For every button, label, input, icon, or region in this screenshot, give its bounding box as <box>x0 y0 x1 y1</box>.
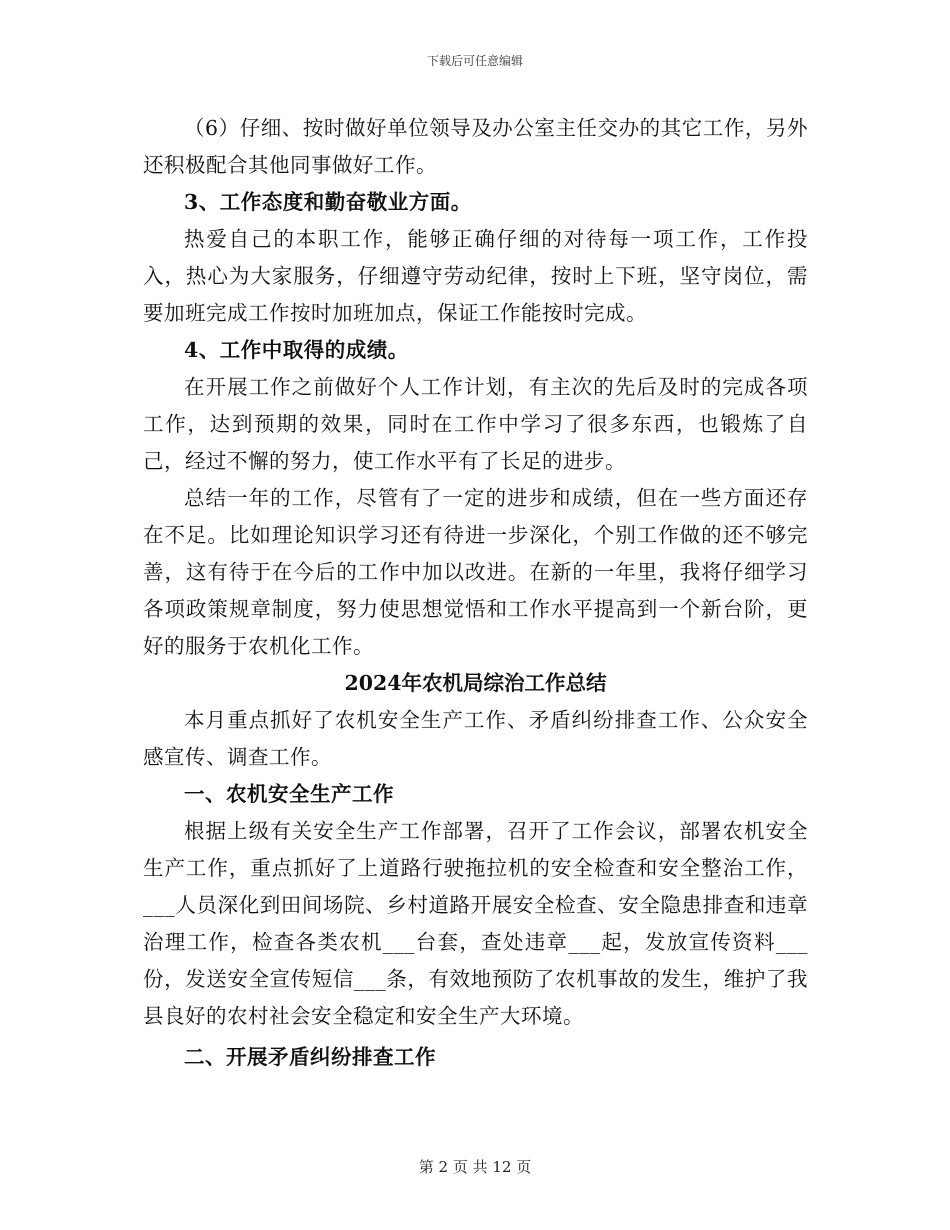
paragraph-year-summary: 总结一年的工作，尽管有了一定的进步和成绩，但在一些方面还存在不足。比如理论知识学习还有待进一步深化，个别工作做的还不够完善，这有待于在今后的工作中加以改进。在新的一年里，我将仔细学习各项政策规章制度，努力使思想觉悟和工作水平提高到一个新台阶，更好的服务于农机化工作。 <box>143 486 808 658</box>
document-body <box>143 110 808 1076</box>
paragraph-safety: 根据上级有关安全生产工作部署，召开了工作会议，部署农机安全生产工作，重点抓好了上道路行驶拖拉机的安全检查和安全整治工作，___人员深化到田间场院、乡村道路开展安全检查、安全隐患排查和违章治理工作，检查各类农机___台套，查处违章___起，发放宣传资料___份，发送安全宣传短信___条，有效地预防了农机事故的发生，维护了我县良好的农村社会安全稳定和安全生产大环境。 <box>143 819 808 1028</box>
paragraph-work-attitude: 热爱自己的本职工作，能够正确仔细的对待每一项工作，工作投入，热心为大家服务，仔细遵守劳动纪律，按时上下班，坚守岗位，需要加班完成工作按时加班加点，保证工作能按时完成。 <box>143 227 808 325</box>
section-heading-disputes: 二、开展矛盾纠纷排查工作 <box>184 1045 436 1069</box>
section-heading-safety: 一、农机安全生产工作 <box>184 782 394 806</box>
page-header: 下载后可任意编辑 <box>426 54 523 68</box>
paragraph-intro: 本月重点抓好了农机安全生产工作、矛盾纠纷排查工作、公众安全感宣传、调查工作。 <box>143 708 808 769</box>
heading-work-attitude: 3、工作态度和勤奋敬业方面。 <box>184 190 472 214</box>
page-footer: 第 2 页 共 12 页 <box>418 1158 532 1176</box>
paragraph-achievements: 在开展工作之前做好个人工作计划，有主次的先后及时的完成各项工作，达到预期的效果，同时在工作中学习了很多东西，也锻炼了自己，经过不懈的努力，使工作水平有了长足的进步。 <box>143 375 808 473</box>
paragraph-other-duties: （6）仔细、按时做好单位领导及办公室主任交办的其它工作，另外还积极配合其他同事做好工作。 <box>143 116 808 177</box>
document-title: 2024年农机局综治工作总结 <box>344 671 607 695</box>
heading-achievements: 4、工作中取得的成绩。 <box>184 338 409 362</box>
